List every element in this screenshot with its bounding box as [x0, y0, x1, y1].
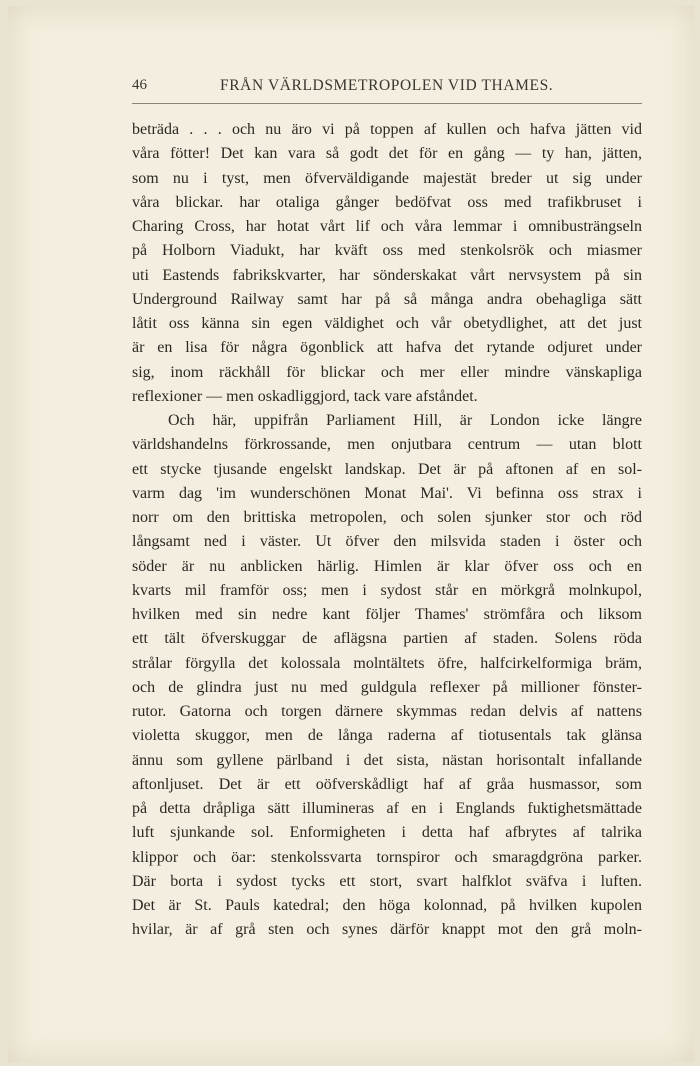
text-line: violetta skuggor, men de långa raderna af tiotusentals tak glänsa	[132, 727, 642, 745]
text-line: ett tält öfverskuggar de aflägsna partien af staden. Solens röda	[132, 630, 642, 648]
text-line: låtit oss känna sin egen väldighet och vår obetydlighet, att det just	[132, 315, 642, 332]
text-line: rutor. Gatorna och torgen därnere skymmas redan delvis af nattens	[132, 703, 642, 720]
text-line: våra fötter! Det kan vara så godt det för en gång — ty han, jätten,	[132, 145, 642, 163]
text-line: ännu som gyllene pärlband i det sista, nästan horisontalt infallande	[132, 751, 642, 769]
running-title: FRÅN VÄRLDSMETROPOLEN VID THAMES.	[220, 77, 554, 94]
text-line: norr om den brittiska metropolen, och solen sjunker stor och röd	[132, 509, 642, 526]
page-header	[132, 77, 642, 101]
text-line: varm dag 'im wunderschönen Monat Mai'. Vi befinna oss strax i	[132, 484, 642, 502]
page-number: 46	[132, 77, 147, 93]
text-line: aftonljuset. Det är ett oöfverskådligt haf af gråa husmassor, som	[132, 775, 642, 793]
header-rule	[132, 103, 642, 104]
text-line: Där borta i sydost tycks ett stort, svart halfklot sväfva i luften.	[132, 872, 642, 890]
text-line: som nu i tyst, men öfverväldigande majestät breder ut sig under	[132, 169, 642, 187]
text-line: och de glindra just nu med guldgula reflexer på millioner fönster-	[132, 678, 642, 696]
text-line: reflexioner — men oskadliggjord, tack vare afståndet.	[132, 387, 478, 405]
text-line: ett stycke tjusande engelskt landskap. Det är på aftonen af en sol-	[132, 460, 642, 478]
text-line: uti Eastends fabrikskvarter, har sönderskakat vårt nervsystem på sin	[132, 266, 642, 284]
text-line: på detta dråpliga sätt illumineras af en i Englands fuktighetsmättade	[132, 800, 642, 817]
text-line: klippor och öar: stenkolssvarta tornspiror och smaragdgröna parker.	[132, 848, 642, 866]
text-line: långsamt ned i väster. Ut öfver den milsvida staden i öster och	[132, 533, 642, 551]
text-line: beträda . . . och nu äro vi på toppen af kullen och hafva jätten vid	[132, 121, 642, 138]
text-line: kvarts mil framför oss; men i sydost står en mörkgrå molnkupol,	[132, 581, 642, 599]
text-line: Underground Railway samt har på så många andra obehagliga sätt	[132, 290, 642, 308]
text-line: är en lisa för några ögonblick att hafva det rytande odjuret under	[132, 339, 642, 357]
text-line: på Holborn Viadukt, har kväft oss med stenkolsrök och miasmer	[132, 242, 642, 260]
text-line: världshandelns förkrossande, men onjutbara centrum — utan blott	[132, 436, 642, 454]
text-line: våra blickar. har otaliga gånger bedöfvat oss med trafikbruset i	[132, 193, 642, 211]
text-line: Det är St. Pauls katedral; den höga kolonnad, på hvilken kupolen	[132, 897, 642, 914]
body-text	[132, 118, 642, 943]
text-line: sig, inom räckhåll för blickar och mer eller mindre vänskapliga	[132, 363, 642, 381]
paragraph-first-line: Och här, uppifrån Parliament Hill, är London icke längre	[168, 412, 642, 429]
text-line: hvilar, är af grå sten och synes därför knappt mot den grå moln-	[132, 921, 642, 939]
text-line: söder är nu anblicken härlig. Himlen är klar öfver oss och en	[132, 557, 642, 575]
text-line: hvilken med sin nedre kant följer Thames' strömfåra och liksom	[132, 606, 642, 623]
text-line: strålar förgylla det kolossala molntältets öfre, halfcirkelformiga bräm,	[132, 654, 642, 672]
text-line: Charing Cross, har hotat vårt lif och våra lemmar i omnibusträngseln	[132, 218, 642, 235]
text-line: luft sjunkande sol. Enformigheten i detta haf afbrytes af talrika	[132, 824, 642, 842]
